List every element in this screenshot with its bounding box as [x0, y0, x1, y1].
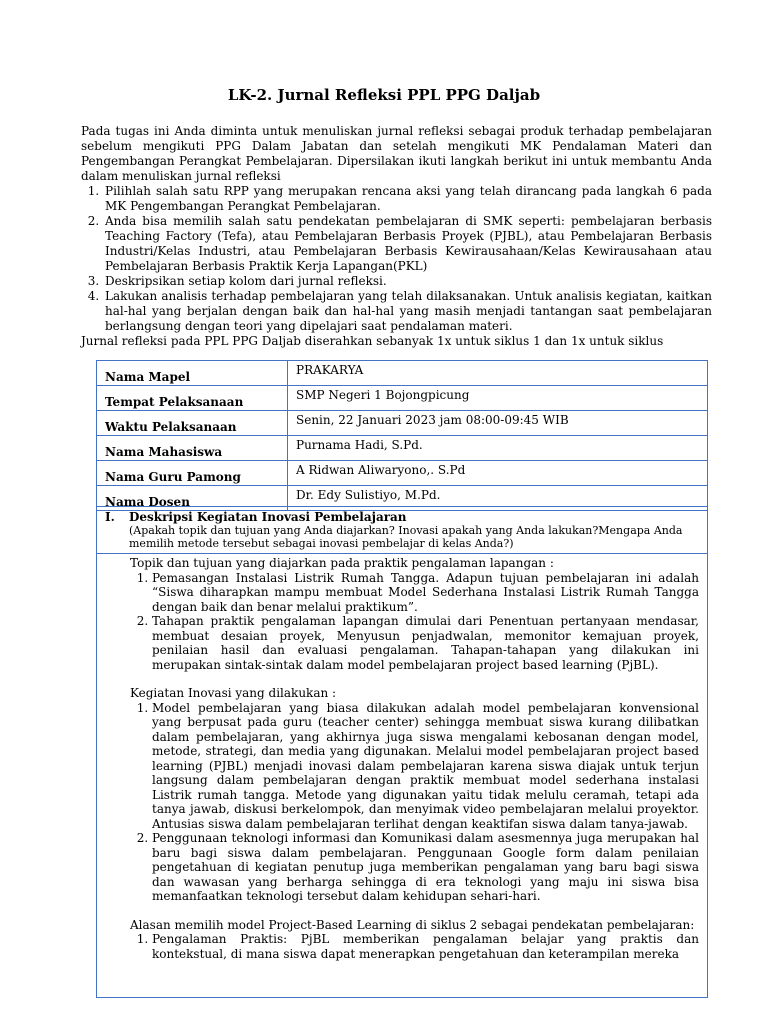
tempat-label: Tempat Pelaksanaan — [97, 386, 288, 411]
page-title: LK-2. Jurnal Refleksi PPL PPG Daljab — [227, 86, 541, 104]
topik-list — [130, 571, 699, 673]
list-item: 2. Penggunaan teknologi informasi dan Komunikasi dalam asesmennya juga merupakan hal baru bagi siswa dalam pembelajaran. Penggunaan Google form dalam penilaian pengetahuan di kegiatan penutup juga memberikan pengalaman yang baru bagi siswa dan wawasan yang berharga sehingga di era teknologi yang maju ini siswa bisa memanfaatkan teknologi tersebut dalam kehidupan sehari-hari. — [152, 831, 699, 904]
dosen-value: Dr. Edy Sulistiyo, M.Pd. — [288, 486, 708, 511]
step-item: 1. Pilihlah salah satu RPP yang merupakan rencana aksi yang telah dirancang pada langkah 6 pada MK Pengembangan Perangkat Pembelajaran. — [103, 184, 712, 214]
info-table — [96, 360, 708, 511]
inovasi-list — [130, 701, 699, 904]
mahasiswa-value: Purnama Hadi, S.Pd. — [288, 436, 708, 461]
mapel-value: PRAKARYA — [288, 361, 708, 386]
waktu-label: Waktu Pelaksanaan — [97, 411, 288, 436]
list-item: 1. Pengalaman Praktis: PjBL memberikan pengalaman belajar yang praktis dan kontekstual, di mana siswa dapat menerapkan pengetahuan dan keterampilan mereka — [152, 932, 699, 961]
closing-paragraph: Jurnal refleksi pada PPL PPG Daljab diserahkan sebanyak 1x untuk siklus 1 dan 1x untuk siklus — [81, 334, 664, 348]
alasan-list — [130, 932, 699, 961]
dosen-label: Nama Dosen — [97, 486, 288, 511]
alasan-intro: Alasan memilih model Project-Based Learning di siklus 2 sebagai pendekatan pembelajaran: — [130, 917, 695, 932]
section-title: Deskripsi Kegiatan Inovasi Pembelajaran — [129, 510, 407, 524]
topik-intro: Topik dan tujuan yang diajarkan pada praktik pengalaman lapangan : — [130, 556, 554, 570]
step-item: 4. Lakukan analisis terhadap pembelajaran yang telah dilaksanakan. Untuk analisis kegiatan, kaitkan hal-hal yang berjalan dengan baik dan hal-hal yang masih menjadi tantangan saat pembelajaran berlangsung dengan teori yang dipelajari saat pendalaman materi. — [103, 289, 712, 334]
list-item: 1. Model pembelajaran yang biasa dilakukan adalah model pembelajaran konvensional yang berpusat pada guru (teacher center) sehingga membuat siswa kurang dilibatkan dalam pembelajaran, yang akhirnya juga siswa mengalami kebosanan dengan model, metode, strategi, dan media yang digunakan. Melalui model pembelajaran project based learning (PJBL) menjadi inovasi dalam pembelajaran karena siswa diajak untuk terjun langsung dalam pembelajaran dengan praktik membuat model sederhana instalasi Listrik rumah tangga. Metode yang digunakan yaitu tidak melulu ceramah, tetapi ada tanya jawab, diskusi berkelompok, dan menyimak video pembelajaran melalui proyektor. Antusias siswa dalam pembelajaran terlihat dengan keaktifan siswa dalam tanya-jawab. — [152, 701, 699, 832]
list-item: 1. Pemasangan Instalasi Listrik Rumah Tangga. Adapun tujuan pembelajaran ini adalah “Siswa diharapkan mampu membuat Model Sederhana Instalasi Listrik Rumah Tangga dengan baik dan benar melalui praktikum”. — [152, 571, 699, 615]
tempat-value: SMP Negeri 1 Bojongpicung — [288, 386, 708, 411]
section-hint: (Apakah topik dan tujuan yang Anda diajarkan? Inovasi apakah yang Anda lakukan?Mengapa Anda memilih metode tersebut sebagai inovasi pembelajar di kelas Anda?) — [129, 524, 683, 550]
waktu-value: Senin, 22 Januari 2023 jam 08:00-09:45 WIB — [288, 411, 708, 436]
mahasiswa-label: Nama Mahasiswa — [97, 436, 288, 461]
section-heading — [105, 510, 699, 524]
section-deskripsi — [96, 506, 708, 998]
section-header — [97, 507, 707, 554]
instructions — [81, 124, 712, 349]
guru-value: A Ridwan Aliwaryono,. S.Pd — [288, 461, 708, 486]
step-item: 2. Anda bisa memilih salah satu pendekatan pembelajaran di SMK seperti: pembelajaran berbasis Teaching Factory (Tefa), atau Pembelajaran Berbasis Proyek (PJBL), atau Pembelajaran Berbasis Industri/Kelas Industri, atau Pembelajaran Berbasis Kewirausahaan/Kelas Kewirausahaan atau Pembelajaran Berbasis Praktik Kerja Lapangan(PKL) — [103, 214, 712, 274]
section-number: I. — [105, 510, 115, 524]
step-item: 3. Deskripsikan setiap kolom dari jurnal refleksi. — [103, 274, 712, 289]
table-row — [97, 436, 708, 461]
steps-list — [81, 184, 712, 334]
table-row — [97, 461, 708, 486]
table-row — [97, 411, 708, 436]
inovasi-intro: Kegiatan Inovasi yang dilakukan : — [130, 686, 337, 700]
mapel-label: Nama Mapel — [97, 361, 288, 386]
table-row — [97, 386, 708, 411]
list-item: 2. Tahapan praktik pengalaman lapangan dimulai dari Penentuan pertanyaan mendasar, membuat desaian proyek, Menyusun penjadwalan, memonitor kemajuan proyek, penilaian hasil dan evaluasi pengalaman. Tahapan-tahapan yang dilakukan ini merupakan sintak-sintak dalam model pembelajaran project based learning (PjBL). — [152, 614, 699, 672]
guru-label: Nama Guru Pamong — [97, 461, 288, 486]
intro-paragraph: Pada tugas ini Anda diminta untuk menuliskan jurnal refleksi sebagai produk terhadap pembelajaran sebelum mengikuti PPG Dalam Jabatan dan setelah mengikuti MK Pendalaman Materi dan Pengembangan Perangkat Pembelajaran. Dipersilakan ikuti langkah berikut ini untuk membantu Anda dalam menuliskan jurnal refleksi — [81, 124, 712, 183]
table-row — [97, 361, 708, 386]
section-body — [97, 554, 707, 961]
